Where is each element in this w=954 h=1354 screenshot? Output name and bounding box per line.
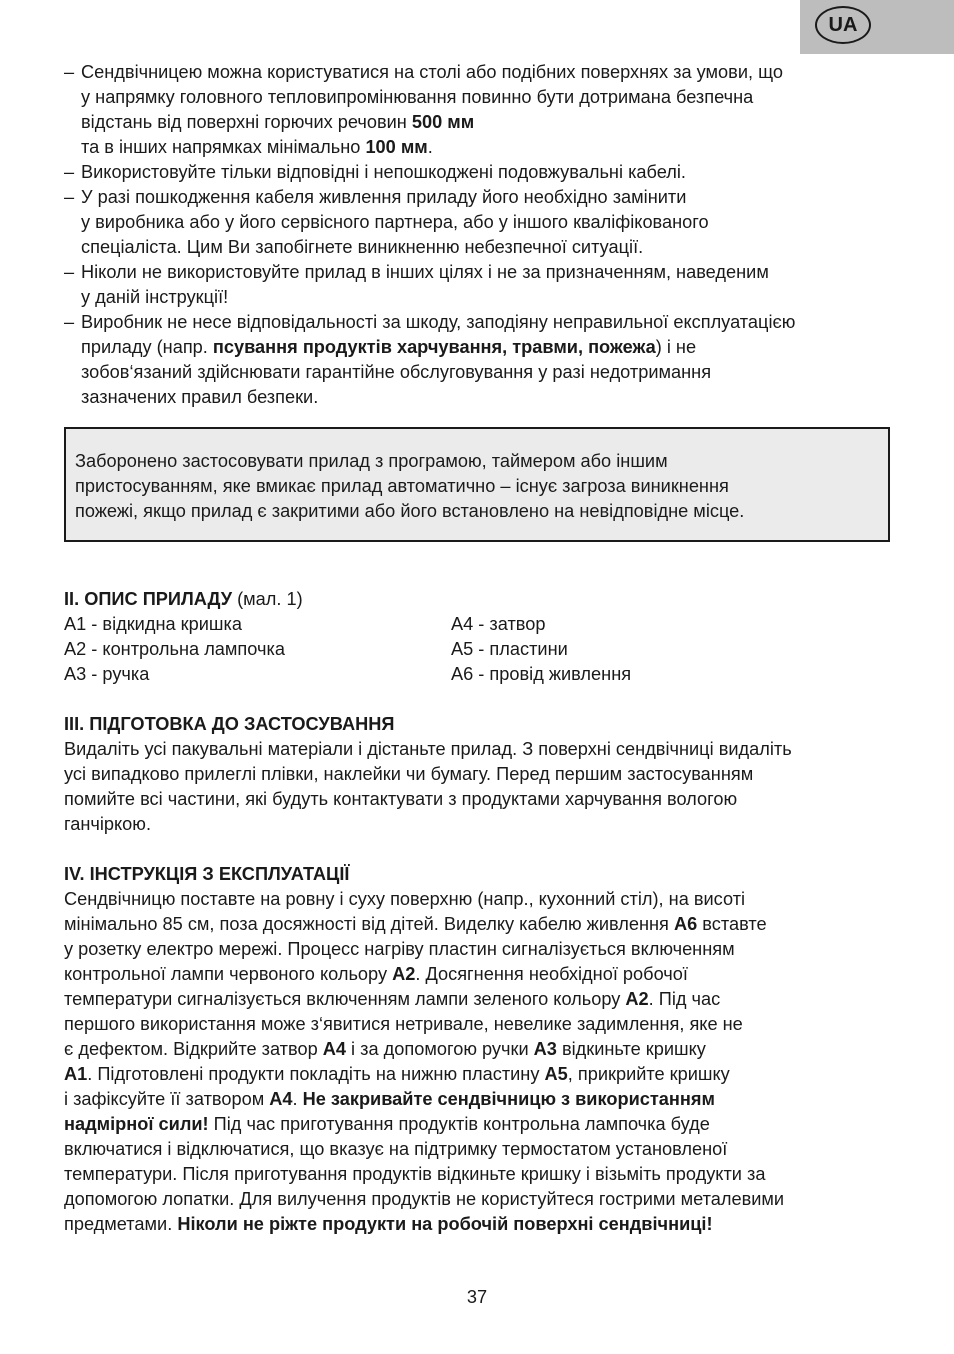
text-run: . (292, 1089, 303, 1109)
bold-text: Не закривайте сендвічницю з використанням (302, 1089, 715, 1109)
text-line (64, 1112, 894, 1137)
text-line (64, 1212, 894, 1237)
text-line (81, 160, 894, 185)
part-item: A2 - контрольна лампочка (64, 639, 285, 659)
bold-text: A2 (392, 964, 416, 984)
text-run: та в інших напрямках мінімально (81, 137, 366, 157)
text-line (64, 937, 894, 962)
bold-text: 500 мм (411, 112, 475, 132)
section-title: III. ПІДГОТОВКА ДО ЗАСТОСУВАННЯ (64, 714, 395, 734)
bullet-item (64, 60, 894, 160)
text-run: першого використання може з‘явитися нетривале, невелике задимлення, яке не (64, 1014, 743, 1034)
text-run: Видаліть усі пакувальні матеріали і дістаньте прилад. З поверхні сендвічниці видаліть (64, 739, 792, 759)
bold-text: A2 (625, 989, 649, 1009)
text-line (81, 210, 894, 235)
bold-text: A4 (322, 1039, 346, 1059)
bold-text: A6 (673, 914, 698, 934)
page-content (64, 60, 894, 1237)
text-run: температури сигналізується включенням лампи зеленого кольору (64, 989, 626, 1009)
dash-marker: – (64, 62, 75, 82)
dash-marker: – (64, 187, 75, 207)
part-item: A1 - відкидна кришка (64, 614, 242, 634)
section-title: IV. ІНСТРУКЦІЯ З ЕКСПЛУАТАЦІЇ (64, 864, 350, 884)
warning-line: пожежі, якщо прилад є закритими або його встановлено на невідповідне місце. (75, 501, 745, 521)
section-preparation (64, 712, 894, 837)
text-run: мінімально 85 см, поза досяжності від дітей. Виделку кабелю живлення (64, 914, 674, 934)
bold-text: Ніколи не ріжте продукти на робочій поверхні сендвічниці! (177, 1214, 713, 1234)
dash-marker: – (64, 162, 75, 182)
text-line (81, 235, 894, 260)
text-line (64, 912, 894, 937)
text-line (64, 762, 894, 787)
language-badge: UA (815, 6, 871, 44)
text-run: приладу (напр. (81, 337, 213, 357)
section-body (64, 887, 894, 1237)
text-run: ганчіркою. (64, 814, 151, 834)
text-line (64, 737, 894, 762)
section-heading (64, 587, 894, 612)
bold-text: 100 мм (365, 137, 428, 157)
bold-text: A4 (269, 1089, 293, 1109)
part-item: A5 - пластини (451, 639, 568, 659)
text-line (64, 1187, 894, 1212)
text-line (81, 260, 894, 285)
dash-marker: – (64, 312, 75, 332)
text-run: допомогою лопатки. Для вилучення продуктів не користуйтеся гострими металевими (64, 1189, 785, 1209)
text-line (81, 60, 894, 85)
bullet-item (64, 185, 894, 260)
text-run: предметами. (64, 1214, 178, 1234)
page-number: 37 (466, 1287, 488, 1307)
bullet-item (64, 310, 894, 410)
text-run: зобов‘язаний здійснювати гарантійне обслуговування у разі недотримання (81, 362, 712, 382)
text-run: Сендвічницю поставте на ровну і суху поверхню (напр., кухонний стіл), на висоті (64, 889, 746, 909)
text-line (64, 1037, 894, 1062)
text-run: . (427, 137, 433, 157)
part-item: A3 - ручка (64, 664, 150, 684)
text-run: є дефектом. Відкрийте затвор (64, 1039, 323, 1059)
section-operation (64, 862, 894, 1237)
text-run: Під час приготування продуктів контрольна лампочка буде (208, 1114, 710, 1134)
text-run: відстань від поверхні горючих речовин (81, 112, 412, 132)
text-run: Сендвічницею можна користуватися на столі або подібних поверхнях за умови, що (81, 62, 783, 82)
warning-line: Заборонено застосовувати прилад з програмою, таймером або іншим (75, 451, 668, 471)
section-title: II. ОПИС ПРИЛАДУ (64, 589, 233, 609)
text-run: Використовуйте тільки відповідні і непошкоджені подовжувальні кабелі. (81, 162, 686, 182)
bold-text: A1 (64, 1064, 88, 1084)
text-line (81, 285, 894, 310)
text-run: температури. Після приготування продуктів відкиньте кришку і візьміть продукти за (64, 1164, 766, 1184)
text-run: . Під час (648, 989, 721, 1009)
text-line (81, 385, 894, 410)
section-title-suffix: (мал. 1) (232, 589, 303, 609)
text-run: у напрямку головного тепловипромінювання повинно бути дотримана безпечна (81, 87, 754, 107)
text-run: вставте (697, 914, 767, 934)
bold-text: A5 (544, 1064, 568, 1084)
warning-box (64, 427, 890, 542)
text-run: У разі пошкодження кабеля живлення приладу його необхідно замінити (81, 187, 687, 207)
text-line (64, 1137, 894, 1162)
bullet-item (64, 160, 894, 185)
text-run: у розетку електро мережі. Процесс нагріву пластин сигналізується включенням (64, 939, 735, 959)
text-line (64, 1062, 894, 1087)
dash-marker: – (64, 262, 75, 282)
text-run: помийте всі частини, які будуть контактувати з продуктами харчування вологою (64, 789, 738, 809)
text-run: у виробника або у його сервісного партнера, або у іншого кваліфікованого (81, 212, 709, 232)
text-line (81, 135, 894, 160)
text-run: Ніколи не використовуйте прилад в інших цілях і не за призначенням, наведеним (81, 262, 769, 282)
part-item: A4 - затвор (451, 614, 546, 634)
parts-column-right (451, 612, 838, 687)
section-description (64, 587, 894, 687)
bullet-item (64, 260, 894, 310)
text-line (81, 360, 894, 385)
text-run: . Досягнення необхідної робочої (415, 964, 688, 984)
text-line (64, 987, 894, 1012)
parts-list (64, 612, 894, 687)
text-run: відкиньте кришку (556, 1039, 706, 1059)
text-run: Виробник не несе відповідальності за шкоду, заподіяну неправильної експлуатацією (81, 312, 796, 332)
text-run: контрольної лампи червоного кольору (64, 964, 393, 984)
text-run: і зафіксуйте її затвором (64, 1089, 270, 1109)
text-run: . Підготовлені продукти покладіть на нижню пластину (87, 1064, 545, 1084)
text-run: спеціаліста. Цим Ви запобігнете виникненню небезпечної ситуації. (81, 237, 644, 257)
text-line (64, 787, 894, 812)
text-line (64, 962, 894, 987)
language-tab (800, 0, 954, 54)
text-line (81, 335, 894, 360)
text-line (81, 110, 894, 135)
text-run: включатися і відключатися, що вказує на підтримку термостатом установленої (64, 1139, 728, 1159)
section-body (64, 737, 894, 837)
text-run: , прикрийте кришку (567, 1064, 730, 1084)
text-run: ) і не (655, 337, 697, 357)
part-item: A6 - провід живлення (451, 664, 632, 684)
text-line (81, 310, 894, 335)
bold-text: псування продуктів харчування, травми, пожежа (212, 337, 656, 357)
bold-text: A3 (533, 1039, 557, 1059)
text-line (64, 1087, 894, 1112)
text-run: усі випадково прилеглі плівки, наклейки чи бумагу. Перед першим застосуванням (64, 764, 754, 784)
text-line (64, 1162, 894, 1187)
text-line (64, 812, 894, 837)
warning-line: пристосуванням, яке вмикає прилад автоматично – існує загроза виникнення (75, 476, 729, 496)
text-line (81, 185, 894, 210)
text-line (64, 1012, 894, 1037)
text-line (81, 85, 894, 110)
text-run: зазначених правил безпеки. (81, 387, 319, 407)
bold-text: надмірної сили! (64, 1114, 209, 1134)
safety-list (64, 60, 894, 410)
parts-column-left (64, 612, 451, 687)
text-run: у даній інструкції! (81, 287, 229, 307)
text-run: і за допомогою ручки (346, 1039, 534, 1059)
text-line (64, 887, 894, 912)
